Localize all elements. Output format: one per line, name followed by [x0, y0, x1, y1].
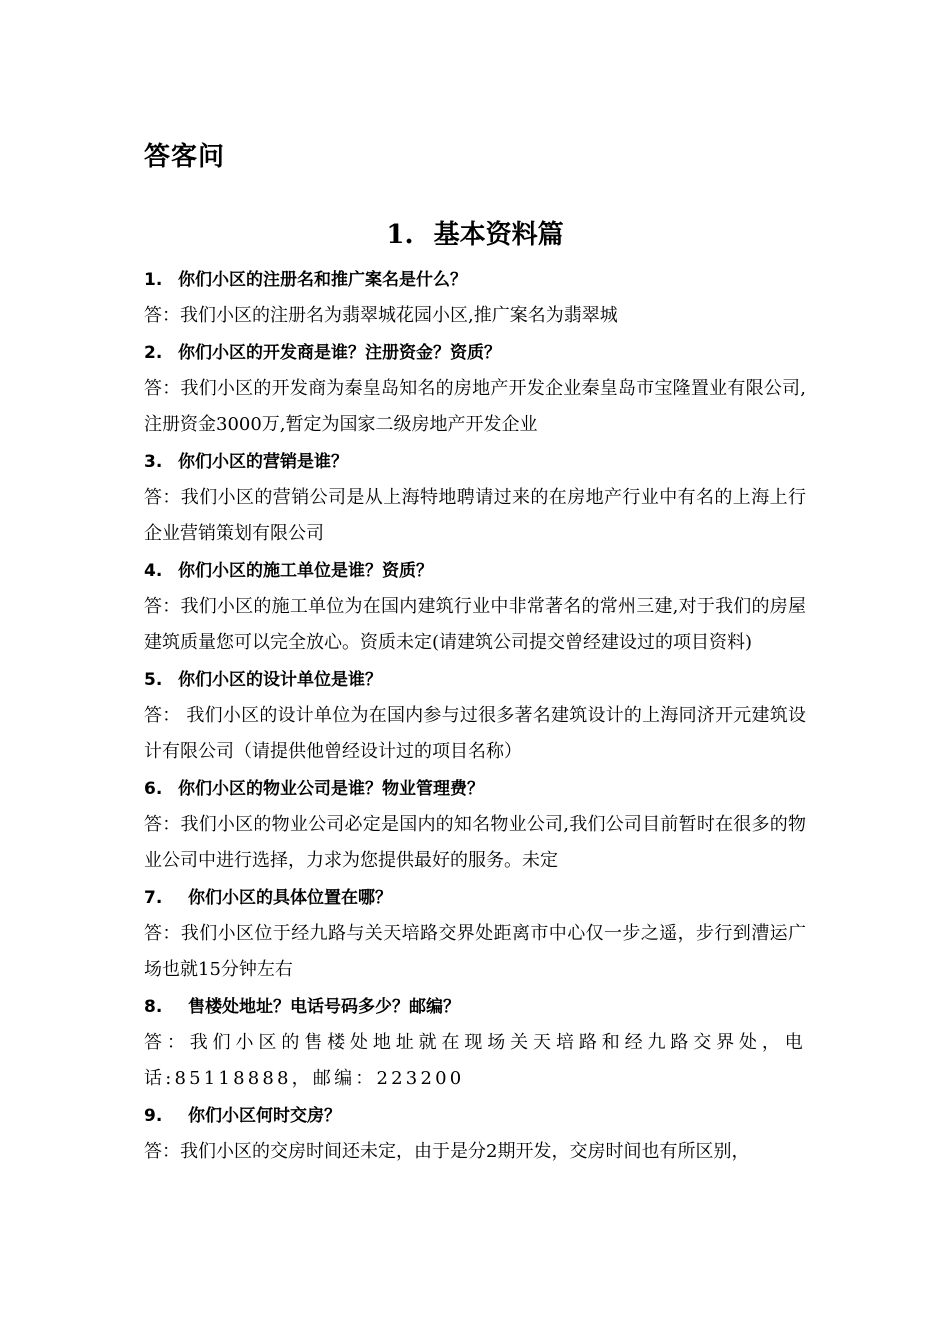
answer: 答：我们小区的注册名为翡翠城花园小区,推广案名为翡翠城: [144, 305, 618, 326]
answer: 答：我们小区的物业公司必定是国内的知名物业公司,我们公司目前暂时在很多的物业公司中进行选择，力求为您提供最好的服务。未定: [144, 813, 806, 871]
question: [144, 1098, 806, 1134]
question-text: 你们小区的营销是谁？: [178, 451, 348, 472]
qa-list: [144, 262, 806, 1170]
question-text: 你们小区的物业公司是谁？物业管理费？: [178, 778, 484, 799]
question-number: 6.: [144, 778, 163, 799]
question: [144, 989, 806, 1025]
question-text: 你们小区的具体位置在哪？: [188, 887, 392, 908]
answer: 答：我们小区的施工单位为在国内建筑行业中非常著名的常州三建,对于我们的房屋建筑质量您可以完全放心。资质未定(请建筑公司提交曾经建设过的项目资料): [144, 595, 806, 653]
question: [144, 771, 806, 807]
question: [144, 262, 806, 298]
question: [144, 335, 806, 371]
section-title: 基本资料篇: [433, 220, 564, 250]
question: [144, 553, 806, 589]
answer: 答：我们小区的营销公司是从上海特地聘请过来的在房地产行业中有名的上海上行企业营销策划有限公司: [144, 486, 806, 544]
question: [144, 444, 806, 480]
question-number: 5.: [144, 669, 163, 690]
question-text: 你们小区何时交房？: [188, 1105, 341, 1126]
question: [144, 880, 806, 916]
section-number: 1.: [386, 220, 414, 250]
question-text: 你们小区的注册名和推广案名是什么？: [178, 270, 467, 290]
question-number: 4.: [144, 560, 163, 581]
question-number: 7.: [144, 887, 163, 908]
document-title: 答客问: [144, 142, 226, 172]
question-number: 1.: [144, 270, 163, 290]
question-number: 2.: [144, 342, 163, 363]
answer: 答：我们小区位于经九路与关天培路交界处距离市中心仅一步之遥，步行到漕运广场也就15分钟左右: [144, 922, 806, 980]
question-text: 售楼处地址？电话号码多少？邮编？: [188, 996, 460, 1017]
question: [144, 662, 806, 698]
question-number: 9.: [144, 1105, 163, 1126]
answer: 答：我们小区的售楼处地址就在现场关天培路和经九路交界处，电话:85118888，邮编：223200: [144, 1031, 806, 1089]
answer: 答：我们小区的开发商为秦皇岛知名的房地产开发企业秦皇岛市宝隆置业有限公司,注册资金3000万,暂定为国家二级房地产开发企业: [144, 377, 806, 435]
question-text: 你们小区的设计单位是谁？: [178, 669, 382, 690]
question-number: 3.: [144, 451, 163, 472]
answer: 答：我们小区的交房时间还未定，由于是分2期开发，交房时间也有所区别，: [144, 1140, 750, 1162]
question-text: 你们小区的开发商是谁？注册资金？资质？: [178, 342, 501, 363]
section-heading: [0, 214, 950, 251]
question-text: 你们小区的施工单位是谁？资质？: [178, 560, 433, 581]
answer: 答： 我们小区的设计单位为在国内参与过很多著名建筑设计的上海同济开元建筑设计有限公司（请提供他曾经设计过的项目名称）: [144, 704, 806, 762]
question-number: 8.: [144, 996, 163, 1017]
